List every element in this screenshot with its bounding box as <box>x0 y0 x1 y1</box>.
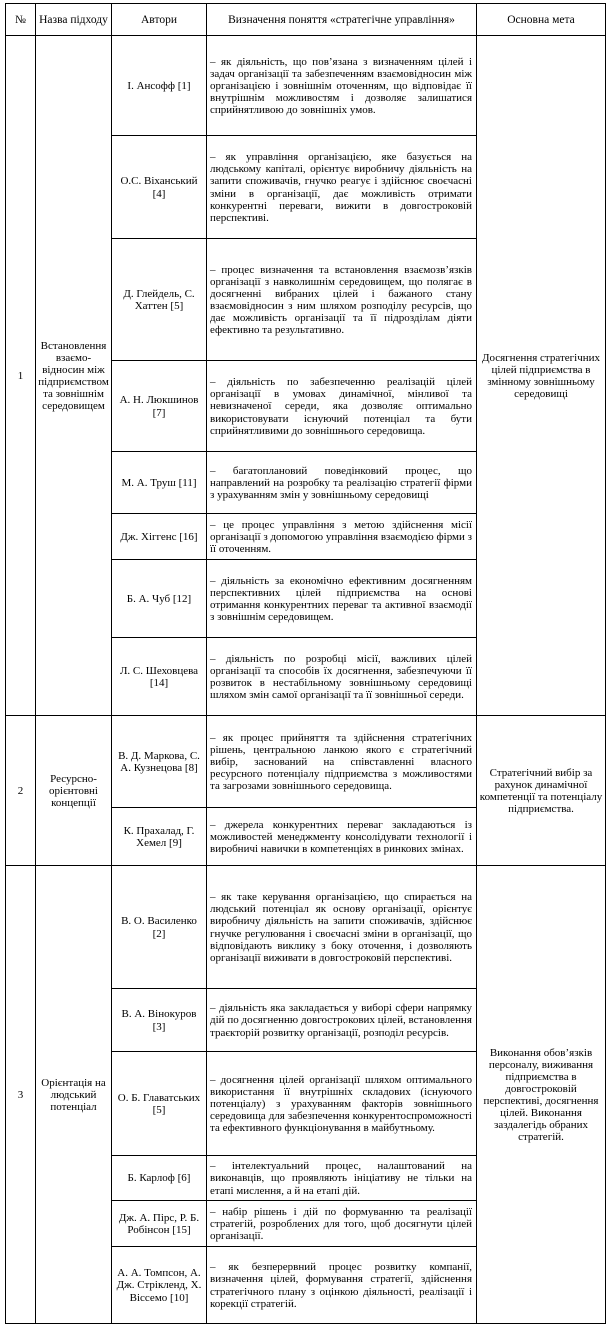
strategic-management-approaches-table <box>5 3 606 1324</box>
header-authors: Автори <box>112 4 207 36</box>
author-cell: Б. Карлоф [6] <box>112 1156 207 1201</box>
approach-name: Орієнтація на людський потенціал <box>36 866 112 1324</box>
main-goal: Досягнення стратегічних цілей підприємства в змінному зовнішньому середовищі <box>477 36 606 716</box>
author-cell: О. Б. Главатських [5] <box>112 1052 207 1156</box>
definition-cell: – діяльність по забезпеченню реалізацій цілей організації в умовах динамічної, мінливої та невизначеної середи, яка дозволяє оптимально використовувати існуючий потенціал та бути сприйнятливими до зовнішнього середовища. <box>207 361 477 452</box>
approach-name: Встановлення взаємо-відносин між підприємством та зовнішнім середовищем <box>36 36 112 716</box>
header-main-goal: Основна мета <box>477 4 606 36</box>
definition-cell: – інтелектуальний процес, налаштований на виконавців, що проявляють ініціативу не тільки на етапі мислення, а й на етапі дій. <box>207 1156 477 1201</box>
definition-cell: – як процес прийняття та здійснення стратегічних рішень, центральною ланкою якого є стратегічний вибір, заснований на співставленні власного ресурсного потенціалу підприємства з можливостями та загрозами зовнішнього середовища. <box>207 716 477 808</box>
table-row <box>6 716 606 808</box>
definition-cell: – набір рішень і дій по формуванню та реалізації стратегій, розроблених для того, щоб досягнути цілей організації. <box>207 1201 477 1247</box>
group-number: 3 <box>6 866 36 1324</box>
author-cell: В. О. Василенко [2] <box>112 866 207 989</box>
author-cell: М. А. Труш [11] <box>112 452 207 514</box>
author-cell: К. Прахалад, Г. Хемел [9] <box>112 808 207 866</box>
definition-cell: – діяльність по розробці місії, важливих цілей організації та способів їх досягнення, забезпечуючи її розвиток в нестабільному зовнішньому середовищі шляхом змін самої організації та її зовнішньої середи. <box>207 638 477 716</box>
author-cell: В. А. Вінокуров [3] <box>112 989 207 1052</box>
author-cell: О.С. Віханський [4] <box>112 136 207 239</box>
definition-cell: – як діяльність, що пов’язана з визначенням цілей і задач організації та забезпеченням взаємовідносин між організацією і зовнішнім оточенням, що відповідає її внутрішнім можливостям і дозволяє залишатися сприйнятливою до зовнішніх умов. <box>207 36 477 136</box>
table-row <box>6 866 606 989</box>
author-cell: В. Д. Маркова, С. А. Кузнецова [8] <box>112 716 207 808</box>
author-cell: Дж. Хіггенс [16] <box>112 514 207 560</box>
main-goal: Стратегічний вибір за рахунок динамічної компетенції та потенціалу підприємства. <box>477 716 606 866</box>
author-cell: Дж. А. Пірс, Р. Б. Робінсон [15] <box>112 1201 207 1247</box>
definition-cell: – це процес управління з метою здійснення місії організації з допомогою управління взаємодією фірми з її оточенням. <box>207 514 477 560</box>
author-cell: А. Н. Люкшинов [7] <box>112 361 207 452</box>
author-cell: Д. Глейдель, С. Хаттен [5] <box>112 239 207 361</box>
definition-cell: – як управління організацією, яке базується на людському капіталі, орієнтує виробничу діяльність на запити споживачів, гнучко реагує і здійснює своєчасні зміни в організації, дає можливість отримати конкурентні переваги, вижити в довгостроковій перспективі. <box>207 136 477 239</box>
definition-cell: – діяльність яка закладається у виборі сфери напрямку дій по досягненню довгострокових цілей, встановлення траєкторій розвитку організації, розподіл ресурсів. <box>207 989 477 1052</box>
table-header-row <box>6 4 606 36</box>
definition-cell: – процес визначення та встановлення взаємозв’язків організації з навколишнім середовищем, що полягає в досягненні вибраних цілей і бажаного стану взаємовідносин з ним шляхом розподілу ресурсів, що дає можливість організації та її підрозділам діяти ефективно та результативно. <box>207 239 477 361</box>
author-cell: Б. А. Чуб [12] <box>112 560 207 638</box>
definition-cell: – джерела конкурентних переваг закладаються із можливостей менеджменту консолідувати технології і виробничі навички в компетенціях в ринкових змінах. <box>207 808 477 866</box>
group-number: 1 <box>6 36 36 716</box>
definition-cell: – багатоплановий поведінковий процес, що направлений на розробку та реалізацію стратегії фірми з урахуванням змін у зовнішньому середовищі <box>207 452 477 514</box>
definition-cell: – як безперервний процес розвитку компанії, визначення цілей, формування стратегії, здійснення стратегічного плану з оцінкою діяльності, реалізації і корекції стратегій. <box>207 1247 477 1324</box>
author-cell: І. Ансофф [1] <box>112 36 207 136</box>
approach-name: Ресурсно-орієнтовні концепції <box>36 716 112 866</box>
author-cell: Л. С. Шеховцева [14] <box>112 638 207 716</box>
main-goal: Виконання обов’язків персоналу, виживання підприємства в довгостроковій перспективі, досягнення цілей. Виконання заздалегідь обраних стратегій. <box>477 866 606 1324</box>
definition-cell: – діяльність за економічно ефективним досягненням перспективних цілей підприємства на основі отримання конкурентних переваг та активної взаємодії з зовнішнім середовищем. <box>207 560 477 638</box>
header-definition: Визначення поняття «стратегічне управління» <box>207 4 477 36</box>
header-approach-name: Назва підходу <box>36 4 112 36</box>
author-cell: А. А. Томпсон, А. Дж. Стрікленд, Х. Віссемо [10] <box>112 1247 207 1324</box>
header-number: № <box>6 4 36 36</box>
group-number: 2 <box>6 716 36 866</box>
definition-cell: – як таке керування організацією, що спирається на людський потенціал як основу організації, орієнтує виробничу діяльність на запити споживачів, здійснює гнучке регулювання і своєчасні зміни в організації, що відповідають виклику з боку оточення, і дозволяють організації виживати в довгостроковій перспективі. <box>207 866 477 989</box>
definition-cell: – досягнення цілей організації шляхом оптимального використання її внутрішніх складових (існуючого потенціалу) з урахуванням факторів зовнішнього середовища для забезпечення конкурентоспроможності та ефективного функціонування в майбутньому. <box>207 1052 477 1156</box>
table-row <box>6 36 606 136</box>
